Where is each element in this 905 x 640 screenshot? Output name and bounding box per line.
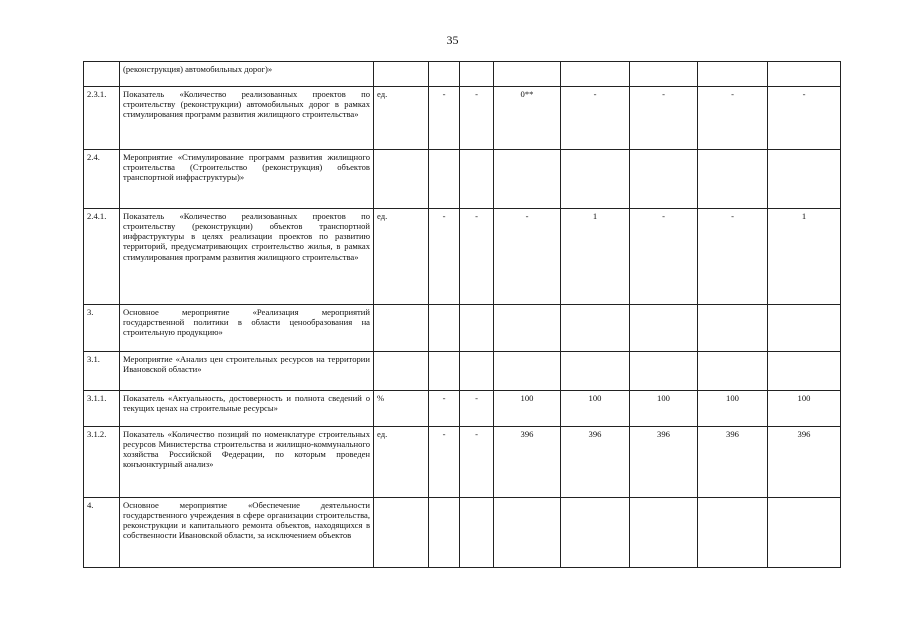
value-cell [698,150,768,209]
value-cell [494,498,561,568]
value-cell: - [494,209,561,305]
value-cell: - [698,87,768,150]
value-cell: - [698,209,768,305]
row-unit-cell [374,62,429,87]
row-name-cell: Показатель «Актуальность, достоверность и полнота сведений о текущих ценах на строительные ресурсы» [120,391,374,427]
value-cell [698,305,768,352]
table-row [84,209,841,305]
value-cell [494,305,561,352]
value-cell [460,352,494,391]
table-row [84,498,841,568]
value-cell: 396 [630,427,698,498]
row-unit-cell: ед. [374,209,429,305]
row-number-cell: 3.1.1. [84,391,120,427]
value-cell: - [429,209,460,305]
value-cell: 396 [494,427,561,498]
page-number: 35 [446,33,459,47]
value-cell [429,150,460,209]
value-cell [561,150,630,209]
value-cell: 396 [561,427,630,498]
value-cell: - [630,209,698,305]
value-cell: - [561,87,630,150]
value-cell: - [460,427,494,498]
value-cell [429,305,460,352]
row-number-cell: 3.1.2. [84,427,120,498]
value-cell [768,305,841,352]
value-cell: 100 [494,391,561,427]
value-cell [429,62,460,87]
value-cell [768,150,841,209]
table-row [84,352,841,391]
row-name-cell: Показатель «Количество реализованных проектов по строительству (реконструкции) объектов транспортной инфраструктуры в целях реализации проектов по развитию территорий, предусматривающих строительство жилья, в рамках стимулирования программ развития жилищного строительства» [120,209,374,305]
value-cell: - [429,87,460,150]
value-cell [768,352,841,391]
value-cell [460,150,494,209]
value-cell: - [460,87,494,150]
table-row [84,427,841,498]
value-cell [561,62,630,87]
value-cell [630,352,698,391]
row-name-cell: Основное мероприятие «Обеспечение деятельности государственного учреждения в сфере организации строительства, реконструкции и капитального ремонта объектов, находящихся в собственности Ивановской области, за исключением объектов [120,498,374,568]
value-cell: 100 [630,391,698,427]
value-cell: 396 [698,427,768,498]
value-cell: 396 [768,427,841,498]
row-name-cell: Мероприятие «Анализ цен строительных ресурсов на территории Ивановской области» [120,352,374,391]
value-cell [698,62,768,87]
table-row [84,62,841,87]
value-cell [561,352,630,391]
row-number-cell: 3. [84,305,120,352]
value-cell [429,498,460,568]
value-cell [429,352,460,391]
value-cell [561,305,630,352]
value-cell [698,498,768,568]
value-cell [494,150,561,209]
value-cell: 100 [698,391,768,427]
value-cell [460,498,494,568]
row-unit-cell [374,150,429,209]
indicators-table [83,61,841,568]
value-cell [460,305,494,352]
row-unit-cell: ед. [374,427,429,498]
row-unit-cell: ед. [374,87,429,150]
value-cell [630,305,698,352]
row-number-cell: 2.4. [84,150,120,209]
value-cell [494,62,561,87]
row-name-cell: Показатель «Количество позиций по номенклатуре строительных ресурсов Министерства строительства и жилищно-коммунального хозяйства Российской Федерации, по которым проведен конъюнктурный анализ» [120,427,374,498]
value-cell [494,352,561,391]
value-cell [460,62,494,87]
table-row [84,391,841,427]
row-name-cell: Показатель «Количество реализованных проектов по строительству (реконструкции) автомобильных дорог в рамках стимулирования программ развития жилищного строительства» [120,87,374,150]
value-cell [630,150,698,209]
row-number-cell: 3.1. [84,352,120,391]
value-cell [768,62,841,87]
value-cell: - [429,427,460,498]
row-unit-cell [374,498,429,568]
value-cell: - [429,391,460,427]
value-cell: - [630,87,698,150]
row-name-cell: (реконструкция) автомобильных дорог)» [120,62,374,87]
row-number-cell: 4. [84,498,120,568]
value-cell: 100 [768,391,841,427]
row-number-cell: 2.4.1. [84,209,120,305]
value-cell: 0** [494,87,561,150]
value-cell: 100 [561,391,630,427]
value-cell [561,498,630,568]
value-cell [630,498,698,568]
row-unit-cell [374,305,429,352]
value-cell [630,62,698,87]
value-cell: 1 [768,209,841,305]
table-row [84,305,841,352]
value-cell [768,498,841,568]
row-number-cell: 2.3.1. [84,87,120,150]
row-number-cell [84,62,120,87]
table-row [84,87,841,150]
value-cell: - [460,209,494,305]
value-cell: - [460,391,494,427]
value-cell: 1 [561,209,630,305]
row-name-cell: Основное мероприятие «Реализация мероприятий государственной политики в области ценообразования на строительную продукцию» [120,305,374,352]
value-cell: - [768,87,841,150]
row-unit-cell: % [374,391,429,427]
row-unit-cell [374,352,429,391]
row-name-cell: Мероприятие «Стимулирование программ развития жилищного строительства (Строительство (реконструкция) объектов транспортной инфраструктуры)» [120,150,374,209]
value-cell [698,352,768,391]
table-row [84,150,841,209]
